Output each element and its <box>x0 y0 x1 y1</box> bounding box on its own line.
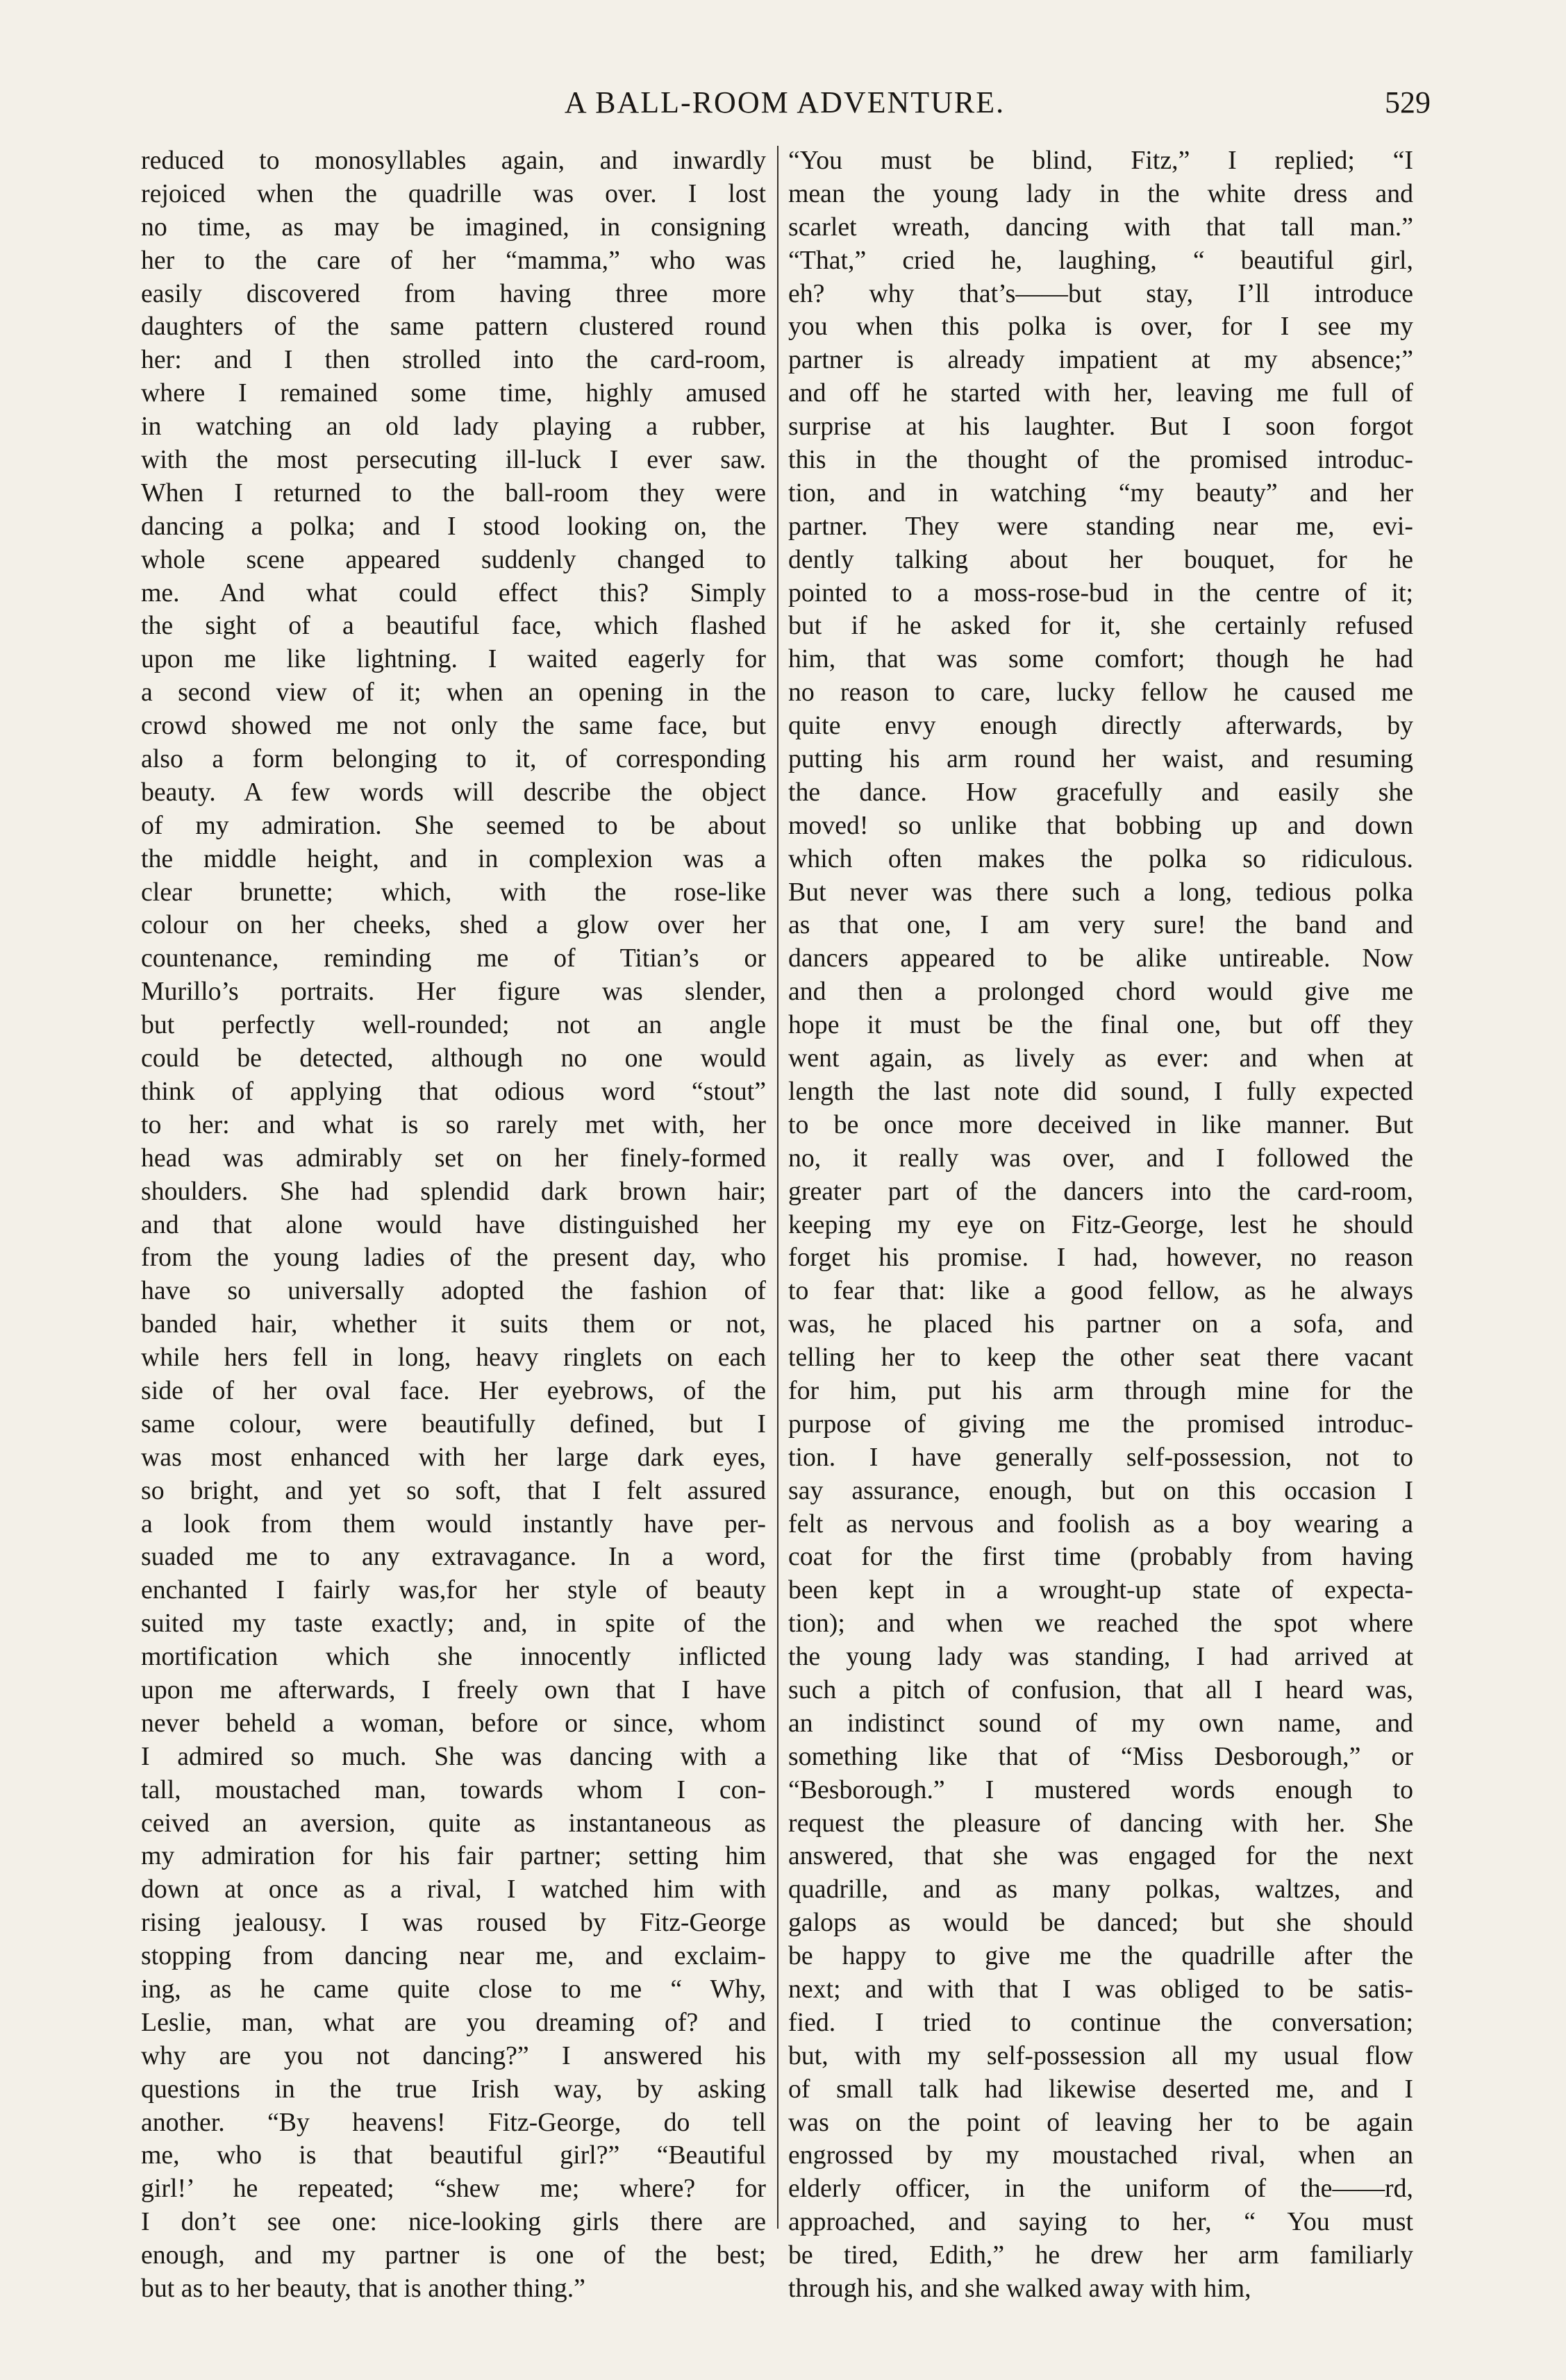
text-line: also a form belonging to it, of corresponding <box>141 744 766 774</box>
text-line: went again, as lively as ever: and when at <box>788 1044 1413 1073</box>
text-line: telling her to keep the other seat there vacant <box>788 1343 1413 1373</box>
text-line: for him, put his arm through mine for the <box>788 1375 1413 1405</box>
page-number: 529 <box>1385 85 1431 119</box>
text-line: elderly officer, in the uniform of the——rd, <box>788 2174 1413 2204</box>
text-line: my admiration for his fair partner; setting him <box>141 1841 766 1871</box>
text-line: I don’t see one: nice-looking girls there are <box>141 2207 766 2237</box>
text-line: be tired, Edith,” he drew her arm familiarly <box>788 2240 1413 2270</box>
text-line: you when this polka is over, for I see my <box>788 312 1413 342</box>
text-line: this in the thought of the promised introduc- <box>788 445 1413 475</box>
text-line: Leslie, man, what are you dreaming of? and <box>141 2007 766 2037</box>
text-line: of my admiration. She seemed to be about <box>141 810 766 840</box>
text-line: to be once more deceived in like manner. But <box>788 1109 1413 1139</box>
text-line: “You must be blind, Fitz,” I replied; “I <box>788 146 1413 175</box>
text-line: but as to her beauty, that is another thing.” <box>141 2274 585 2303</box>
text-line: questions in the true Irish way, by asking <box>141 2074 766 2104</box>
right-text-column <box>788 144 1413 2306</box>
text-line: felt as nervous and foolish as a boy wearing a <box>788 1509 1413 1539</box>
text-line: dancing a polka; and I stood looking on, the <box>141 511 766 541</box>
text-line: shoulders. She had splendid dark brown hair; <box>141 1176 766 1206</box>
text-line: her: and I then strolled into the card-room, <box>141 345 766 375</box>
text-line: to her: and what is so rarely met with, her <box>141 1109 766 1139</box>
text-line: keeping my eye on Fitz-George, lest he should <box>788 1209 1413 1239</box>
text-line: But never was there such a long, tedious polka <box>788 877 1413 907</box>
text-line: another. “By heavens! Fitz-George, do tell <box>141 2107 766 2137</box>
text-line: be happy to give me the quadrille after the <box>788 1941 1413 1971</box>
text-line: Murillo’s portraits. Her figure was slender, <box>141 977 766 1007</box>
text-line: answered, that she was engaged for the next <box>788 1841 1413 1871</box>
text-line: ceived an aversion, quite as instantaneous as <box>141 1808 766 1838</box>
text-line: a second view of it; when an opening in the <box>141 678 766 707</box>
text-line: purpose of giving me the promised introduc- <box>788 1409 1413 1439</box>
text-line: moved! so unlike that bobbing up and down <box>788 810 1413 840</box>
text-line: but, with my self-possession all my usual flow <box>788 2040 1413 2070</box>
text-line: me. And what could effect this? Simply <box>141 578 766 607</box>
text-line: suaded me to any extravagance. In a word, <box>141 1542 766 1572</box>
text-line: whole scene appeared suddenly changed to <box>141 544 766 574</box>
text-line: never beheld a woman, before or since, whom <box>141 1708 766 1738</box>
text-line: stopping from dancing near me, and exclaim- <box>141 1941 766 1971</box>
running-title: A BALL-ROOM ADVENTURE. <box>564 85 1006 119</box>
text-line: next; and with that I was obliged to be satis- <box>788 1974 1413 2004</box>
text-line: been kept in a wrought-up state of expecta- <box>788 1575 1413 1605</box>
text-line: scarlet wreath, dancing with that tall man.” <box>788 212 1413 242</box>
text-line: daughters of the same pattern clustered round <box>141 312 766 342</box>
text-line: galops as would be danced; but she should <box>788 1908 1413 1938</box>
text-line: suited my taste exactly; and, in spite of the <box>141 1609 766 1639</box>
text-line: pointed to a moss-rose-bud in the centre of it; <box>788 578 1413 607</box>
text-line: eh? why that’s——but stay, I’ll introduce <box>788 278 1413 308</box>
text-line: rejoiced when the quadrille was over. I lost <box>141 178 766 208</box>
text-line: clear brunette; which, with the rose-like <box>141 877 766 907</box>
text-line: easily discovered from having three more <box>141 278 766 308</box>
text-line: fied. I tried to continue the conversation; <box>788 2007 1413 2037</box>
text-line: was, he placed his partner on a sofa, and <box>788 1309 1413 1339</box>
text-line: her to the care of her “mamma,” who was <box>141 245 766 275</box>
text-line: coat for the first time (probably from having <box>788 1542 1413 1572</box>
text-line: was on the point of leaving her to be again <box>788 2107 1413 2137</box>
text-line: why are you not dancing?” I answered his <box>141 2040 766 2070</box>
text-line: upon me afterwards, I freely own that I have <box>141 1675 766 1704</box>
text-line: partner is already impatient at my absence;” <box>788 345 1413 375</box>
text-line: tall, moustached man, towards whom I con- <box>141 1775 766 1804</box>
text-line: head was admirably set on her finely-formed <box>141 1143 766 1173</box>
text-line: approached, and saying to her, “ You must <box>788 2207 1413 2237</box>
text-line: putting his arm round her waist, and resuming <box>788 744 1413 774</box>
text-line: think of applying that odious word “stout” <box>141 1076 766 1106</box>
text-line: side of her oval face. Her eyebrows, of the <box>141 1375 766 1405</box>
text-line: through his, and she walked away with him, <box>788 2274 1251 2303</box>
text-line: beauty. A few words will describe the object <box>141 777 766 807</box>
text-line: down at once as a rival, I watched him with <box>141 1875 766 1904</box>
text-line: quadrille, and as many polkas, waltzes, and <box>788 1875 1413 1904</box>
text-line: crowd showed me not only the same face, but <box>141 711 766 741</box>
text-line: countenance, reminding me of Titian’s or <box>141 944 766 973</box>
text-line: the middle height, and in complexion was a <box>141 844 766 873</box>
text-line: have so universally adopted the fashion of <box>141 1276 766 1306</box>
text-line: no reason to care, lucky fellow he caused me <box>788 678 1413 707</box>
text-line: dently talking about her bouquet, for he <box>788 544 1413 574</box>
text-line: in watching an old lady playing a rubber, <box>141 412 766 442</box>
text-line: colour on her cheeks, shed a glow over her <box>141 910 766 940</box>
text-line: “Besborough.” I mustered words enough to <box>788 1775 1413 1804</box>
text-line: to fear that: like a good fellow, as he always <box>788 1276 1413 1306</box>
text-line: enough, and my partner is one of the best; <box>141 2240 766 2270</box>
text-line: the young lady was standing, I had arrived at <box>788 1642 1413 1672</box>
text-line: I admired so much. She was dancing with a <box>141 1741 766 1771</box>
text-line: greater part of the dancers into the card-room, <box>788 1176 1413 1206</box>
text-line: mortification which she innocently inflicted <box>141 1642 766 1672</box>
text-line: could be detected, although no one would <box>141 1044 766 1073</box>
text-line: hope it must be the final one, but off they <box>788 1010 1413 1040</box>
text-line: tion); and when we reached the spot where <box>788 1609 1413 1639</box>
text-line: and then a prolonged chord would give me <box>788 977 1413 1007</box>
text-line: no time, as may be imagined, in consigning <box>141 212 766 242</box>
text-line: was most enhanced with her large dark eyes, <box>141 1442 766 1472</box>
text-line: of small talk had likewise deserted me, and I <box>788 2074 1413 2104</box>
text-line: banded hair, whether it suits them or not, <box>141 1309 766 1339</box>
text-line: ing, as he came quite close to me “ Why, <box>141 1974 766 2004</box>
text-line: “That,” cried he, laughing, “ beautiful girl, <box>788 245 1413 275</box>
text-line: something like that of “Miss Desborough,” or <box>788 1741 1413 1771</box>
text-line: while hers fell in long, heavy ringlets on each <box>141 1343 766 1373</box>
text-line: rising jealousy. I was roused by Fitz-George <box>141 1908 766 1938</box>
text-line: him, that was some comfort; though he had <box>788 644 1413 674</box>
text-line: with the most persecuting ill-luck I ever saw. <box>141 445 766 475</box>
text-line: as that one, I am very sure! the band and <box>788 910 1413 940</box>
text-line: dancers appeared to be alike untireable. Now <box>788 944 1413 973</box>
text-line: me, who is that beautiful girl?” “Beautiful <box>141 2140 766 2170</box>
text-line: length the last note did sound, I fully expected <box>788 1076 1413 1106</box>
left-text-column <box>141 144 766 2306</box>
text-line: the dance. How gracefully and easily she <box>788 777 1413 807</box>
text-line: where I remained some time, highly amused <box>141 378 766 408</box>
text-line: so bright, and yet so soft, that I felt assured <box>141 1475 766 1505</box>
text-line: surprise at his laughter. But I soon forgot <box>788 412 1413 442</box>
text-line: and that alone would have distinguished her <box>141 1209 766 1239</box>
text-line: no, it really was over, and I followed the <box>788 1143 1413 1173</box>
text-line: upon me like lightning. I waited eagerly for <box>141 644 766 674</box>
text-line: reduced to monosyllables again, and inwardly <box>141 146 766 175</box>
running-head <box>139 66 1431 119</box>
text-line: say assurance, enough, but on this occasion I <box>788 1475 1413 1505</box>
text-line: tion, and in watching “my beauty” and her <box>788 478 1413 508</box>
text-line: girl!’ he repeated; “shew me; where? for <box>141 2174 766 2204</box>
column-divider-rule <box>777 146 778 2229</box>
text-line: quite envy enough directly afterwards, by <box>788 711 1413 741</box>
text-line: When I returned to the ball-room they were <box>141 478 766 508</box>
text-line: and off he started with her, leaving me full of <box>788 378 1413 408</box>
text-line: but if he asked for it, she certainly refused <box>788 611 1413 641</box>
text-line: tion. I have generally self-possession, not to <box>788 1442 1413 1472</box>
text-line: but perfectly well-rounded; not an angle <box>141 1010 766 1040</box>
text-line: enchanted I fairly was,for her style of beauty <box>141 1575 766 1605</box>
text-line: same colour, were beautifully defined, but I <box>141 1409 766 1439</box>
text-line: an indistinct sound of my own name, and <box>788 1708 1413 1738</box>
text-line: partner. They were standing near me, evi- <box>788 511 1413 541</box>
text-line: the sight of a beautiful face, which flashed <box>141 611 766 641</box>
text-line: engrossed by my moustached rival, when an <box>788 2140 1413 2170</box>
text-line: forget his promise. I had, however, no reason <box>788 1243 1413 1273</box>
text-line: mean the young lady in the white dress and <box>788 178 1413 208</box>
text-line: a look from them would instantly have per- <box>141 1509 766 1539</box>
text-line: from the young ladies of the present day, who <box>141 1243 766 1273</box>
text-line: such a pitch of confusion, that all I heard was, <box>788 1675 1413 1704</box>
text-line: which often makes the polka so ridiculous. <box>788 844 1413 873</box>
text-line: request the pleasure of dancing with her. She <box>788 1808 1413 1838</box>
